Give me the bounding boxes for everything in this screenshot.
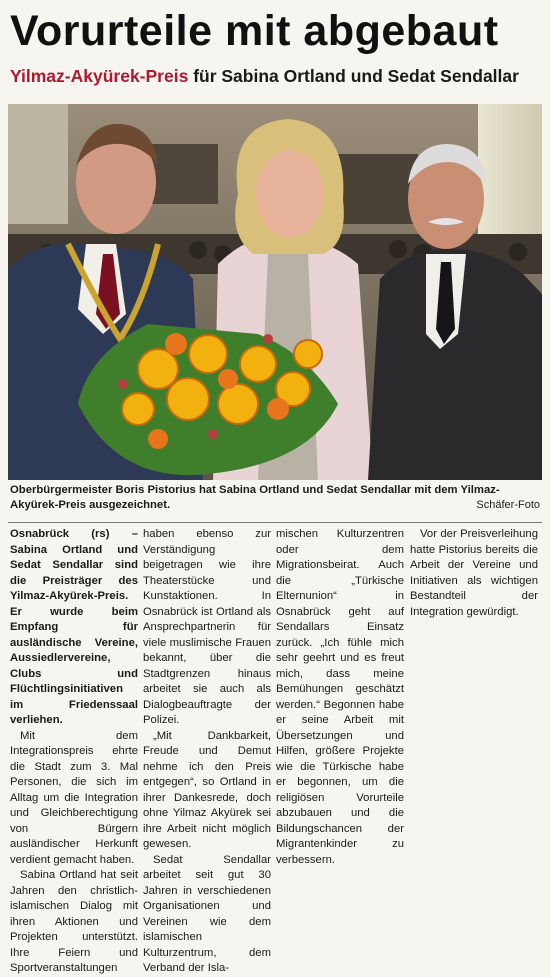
article-paragraph: Sedat Sendallar arbeitet seit gut 30 Jahren in verschiedenen Organisationen und Vereinen wie dem islamischen Kulturzentrum, dem Verband der Isla- (143, 853, 271, 974)
headline: Vorurteile mit abgebaut (10, 7, 499, 55)
article-paragraph: Sabina Ortland hat seit Jahren den christlich-islamischen Dialog mit ihren Aktionen und Projekten unterstützt. Ihre Feiern und Sportveranstaltungen (10, 869, 138, 974)
photo-credit: Schäfer-Foto (476, 499, 540, 511)
caption-divider (8, 522, 542, 523)
article-paragraph: mischen Kulturzentren oder dem Migrationsbeirat. Auch die „Türkische Elternunion“ in Osnabrück geht auf Sendallars Einsatz zurück. „Ich fühle mich sehr geehrt und es freut mich, dass meine Bemühungen geschätzt werden.“ Begonnen habe er seine Arbeit mit Übersetzungen und Hilfen, größere Projekte wie die Türkische habe er begonnen, um die religiösen Vorurteile abzubauen und die Bildungschancen der Migrantenkinder zu verbessern. (276, 528, 404, 866)
article-column-2 (143, 527, 271, 974)
article-column-4 (410, 527, 538, 830)
subheadline (10, 64, 540, 88)
award-photo (8, 104, 542, 480)
subheadline-prize-name: Yilmaz-Akyürek-Preis (10, 66, 189, 86)
award-photo-illustration (8, 104, 542, 480)
article-lead: Osnabrück (rs) – Sabina Ortland und Sedat Sendallar sind die Preisträger des Yilmaz-Akyürek-Preis. Er wurde beim Empfang für ausländische Vereine, Aussiedlervereine, Clubs und Flüchtlingsinitiativen im Friedenssaal verliehen. (10, 528, 138, 726)
article-paragraph: Vor der Preisverleihung hatte Pistorius bereits die Arbeit der Vereine und Initiativen als wichtigen Bestandteil der Integration gewürdigt. (410, 528, 538, 618)
subheadline-recipients: für Sabina Ortland und Sedat Sendallar (188, 66, 519, 86)
article-column-1 (10, 527, 138, 974)
article-paragraph: Mit dem Integrationspreis ehrte die Stadt zum 3. Mal Personen, die sich im Alltag um die Integration und Gleichberechtigung von Bürgern ausländischer Herkunft verdient gemacht haben. (10, 729, 138, 866)
article-column-3 (276, 527, 404, 866)
photo-caption: Oberbürgermeister Boris Pistorius hat Sabina Ortland und Sedat Sendallar mit dem Yilmaz-Akyürek-Preis ausgezeichnet. (10, 484, 500, 511)
article-paragraph: „Mit Dankbarkeit, Freude und Demut nehme ich den Preis entgegen“, so Ortland in ihrer Dankesrede, doch ohne Yilmaz Akyürek sei ihre Arbeit nicht möglich gewesen. (143, 729, 271, 850)
article-paragraph: haben ebenso zur Verständigung beigetragen wie ihre Theaterstücke und Kunstaktionen. In Osnabrück ist Ortland als Ansprechpartnerin für viele muslimische Frauen bekannt, über die Stadtgrenzen hinaus arbeitet sie auch als Dialogbeauftragte der Polizei. (143, 528, 271, 726)
